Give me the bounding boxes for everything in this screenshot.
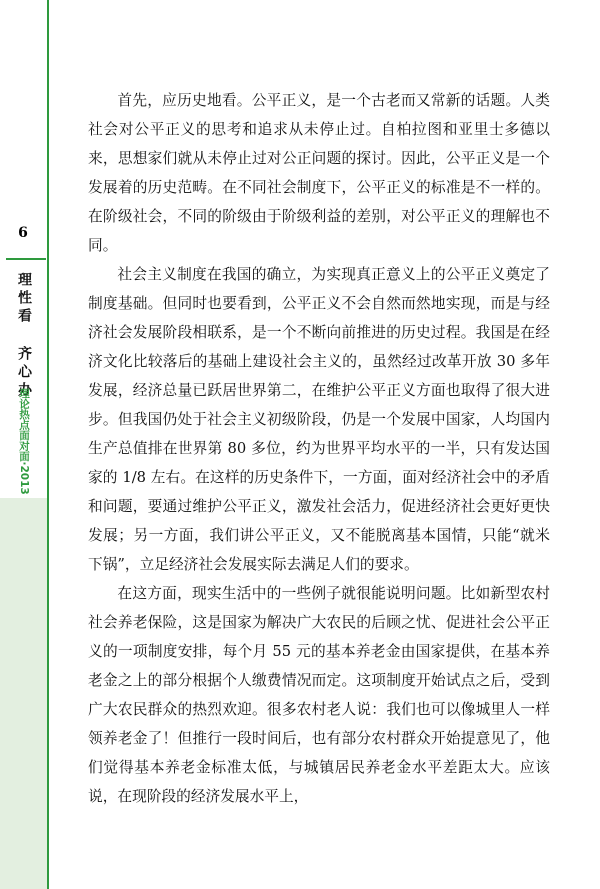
book-motto: 理性看 齐心办: [16, 272, 32, 400]
book-series-title: 理论热点面对面·2013: [18, 388, 30, 495]
sidebar: [0, 0, 50, 889]
paragraph: 在这方面，现实生活中的一些例子就很能说明问题。比如新型农村社会养老保险，这是国家为解决广大农民的后顾之忧、促进社会公平正义的一项制度安排，每个月 55 元的基本养老金由国家提供，在基本养老金之上的部分根据个人缴费情况而定。这项制度开始试点之后，受到广大农民群众的热烈欢迎。很多农村老人说：我们也可以像城里人一样领养老金了！但推行一段时间后，也有部分农村群众开始提意见了，他们觉得基本养老金标准太低，与城镇居民养老金水平差距太大。应该说，在现阶段的经济发展水平上，: [88, 585, 550, 805]
sidebar-lower-panel: [0, 498, 48, 889]
sidebar-divider: [6, 258, 46, 260]
paragraph: 社会主义制度在我国的确立，为实现真正意义上的公平正义奠定了制度基础。但同时也要看到，公平正义不会自然而然地实现，而是与经济社会发展阶段相联系，是一个不断向前推进的历史过程。我国是在经济文化比较落后的基础上建设社会主义的，虽然经过改革开放 30 多年发展，经济总量已跃居世界第二，在维护公平正义方面也取得了很大进步。但我国仍处于社会主义初级阶段，仍是一个发展中国家，人均国内生产总值排在世界第 80 多位，约为世界平均水平的一半，只有发达国家的 1/8 左右。在这样的历史条件下，一方面，面对经济社会中的矛盾和问题，要通过维护公平正义，激发社会活力，促进经济社会更好更快发展；另一方面，我们讲公平正义，又不能脱离基本国情，只能“就米下锅”，立足经济社会发展实际去满足人们的要求。: [88, 266, 550, 573]
paragraph: 首先，应历史地看。公平正义，是一个古老而又常新的话题。人类社会对公平正义的思考和追求从未停止过。自柏拉图和亚里士多德以来，思想家们就从未停止过对公正问题的探讨。因此，公平正义是一个发展着的历史范畴。在不同社会制度下，公平正义的标准是不一样的。在阶级社会，不同的阶级由于阶级利益的差别，对公平正义的理解也不同。: [88, 92, 550, 254]
body-text: [88, 86, 550, 811]
page-number: 6: [18, 225, 28, 241]
sidebar-rule: [47, 0, 49, 889]
